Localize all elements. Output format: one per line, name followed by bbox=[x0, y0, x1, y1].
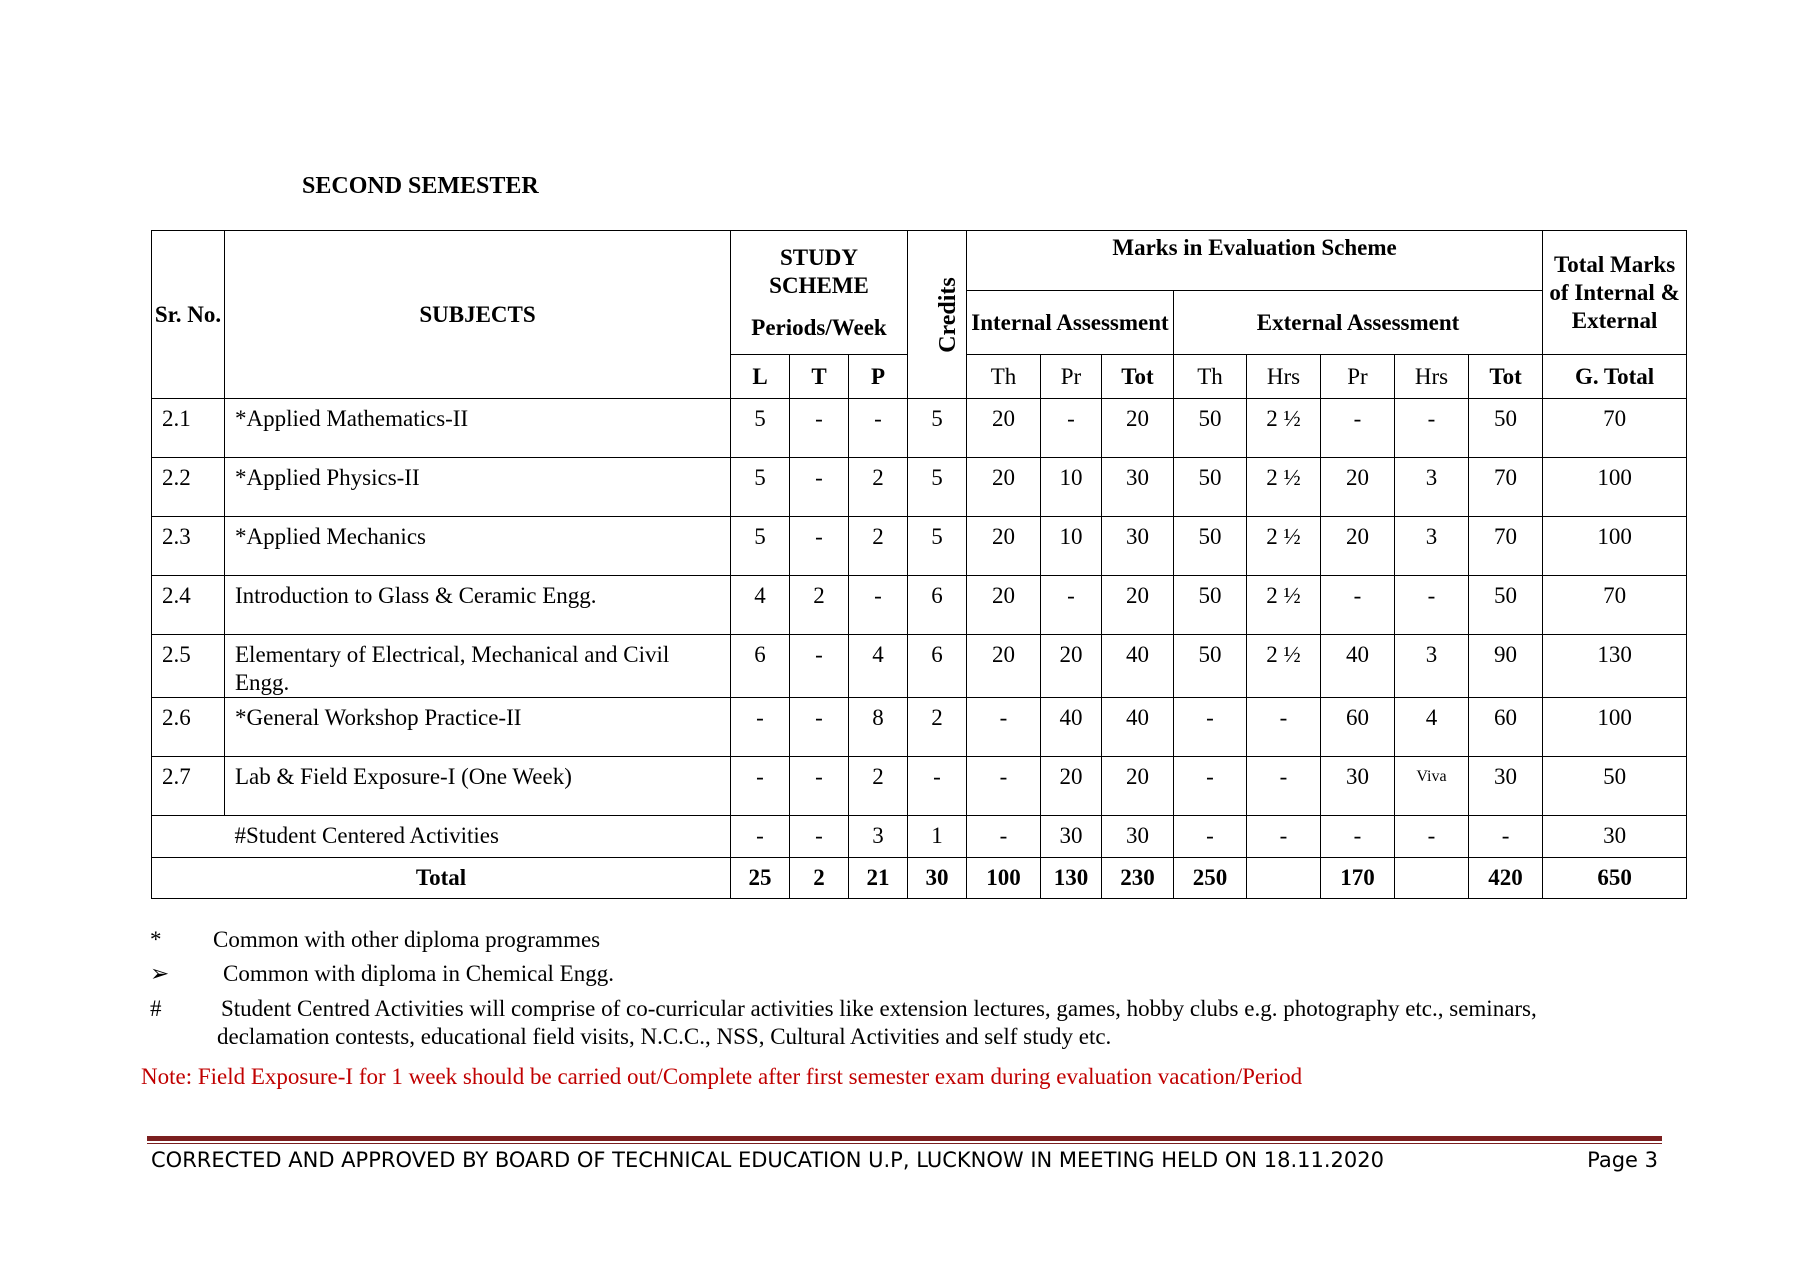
total-label: Total bbox=[152, 858, 731, 899]
footnote-text: Student Centred Activities will comprise of co-curricular activities like extension lectures, games, hobby clubs e.g. photography etc., seminars, bbox=[221, 996, 1537, 1021]
row-subject: *Applied Mathematics-II bbox=[225, 399, 731, 458]
cell-int-tot: 30 bbox=[1102, 517, 1174, 576]
cell-ext-th-hrs: - bbox=[1247, 816, 1321, 858]
cell-g-total: 100 bbox=[1543, 698, 1687, 757]
total-int-tot: 230 bbox=[1102, 858, 1174, 899]
cell-l: 6 bbox=[731, 635, 790, 698]
row-subject: Elementary of Electrical, Mechanical and Civil Engg. bbox=[225, 635, 731, 698]
total-t: 2 bbox=[790, 858, 849, 899]
subheader-internal-th: Th bbox=[967, 355, 1041, 399]
header-credits bbox=[908, 231, 967, 399]
cell-int-th: - bbox=[967, 698, 1041, 757]
subheader-p: P bbox=[849, 355, 908, 399]
cell-p: - bbox=[849, 399, 908, 458]
table-row bbox=[152, 635, 1687, 698]
cell-l: 5 bbox=[731, 399, 790, 458]
subheader-t: T bbox=[790, 355, 849, 399]
row-subject: *Applied Physics-II bbox=[225, 458, 731, 517]
cell-credits: 1 bbox=[908, 816, 967, 858]
cell-g-total: 100 bbox=[1543, 458, 1687, 517]
cell-int-th: 20 bbox=[967, 517, 1041, 576]
total-row bbox=[152, 858, 1687, 899]
cell-l: 5 bbox=[731, 517, 790, 576]
hash-marker: # bbox=[150, 996, 162, 1021]
cell-ext-pr-hrs: 3 bbox=[1395, 517, 1469, 576]
cell-t: - bbox=[790, 698, 849, 757]
total-ext-tot: 420 bbox=[1469, 858, 1543, 899]
cell-int-pr: 30 bbox=[1041, 816, 1102, 858]
cell-credits: 5 bbox=[908, 399, 967, 458]
cell-int-pr: 40 bbox=[1041, 698, 1102, 757]
row-sr: 2.5 bbox=[152, 635, 225, 698]
table-row bbox=[152, 517, 1687, 576]
subheader-internal-pr: Pr bbox=[1041, 355, 1102, 399]
cell-ext-th: - bbox=[1174, 757, 1247, 816]
cell-int-pr: 20 bbox=[1041, 757, 1102, 816]
row-sr bbox=[152, 816, 225, 858]
cell-t: - bbox=[790, 635, 849, 698]
total-credits: 30 bbox=[908, 858, 967, 899]
row-sr: 2.7 bbox=[152, 757, 225, 816]
subheader-internal-tot: Tot bbox=[1102, 355, 1174, 399]
subheader-l: L bbox=[731, 355, 790, 399]
cell-ext-tot: 70 bbox=[1469, 517, 1543, 576]
total-int-pr: 130 bbox=[1041, 858, 1102, 899]
cell-int-pr: 10 bbox=[1041, 458, 1102, 517]
cell-p: 4 bbox=[849, 635, 908, 698]
cell-p: 8 bbox=[849, 698, 908, 757]
subheader-external-th-hrs: Hrs bbox=[1247, 355, 1321, 399]
cell-int-th: 20 bbox=[967, 458, 1041, 517]
cell-credits: - bbox=[908, 757, 967, 816]
subheader-g-total: G. Total bbox=[1543, 355, 1687, 399]
cell-g-total: 100 bbox=[1543, 517, 1687, 576]
cell-ext-th-hrs: 2 ½ bbox=[1247, 458, 1321, 517]
row-sr: 2.2 bbox=[152, 458, 225, 517]
cell-g-total: 30 bbox=[1543, 816, 1687, 858]
cell-l: 4 bbox=[731, 576, 790, 635]
cell-int-tot: 20 bbox=[1102, 399, 1174, 458]
cell-l: - bbox=[731, 757, 790, 816]
cell-ext-th: 50 bbox=[1174, 399, 1247, 458]
cell-int-pr: 10 bbox=[1041, 517, 1102, 576]
table-row bbox=[152, 576, 1687, 635]
cell-ext-th-hrs: 2 ½ bbox=[1247, 576, 1321, 635]
header-external-assessment: External Assessment bbox=[1174, 291, 1543, 355]
cell-int-pr: 20 bbox=[1041, 635, 1102, 698]
cell-ext-tot: 30 bbox=[1469, 757, 1543, 816]
cell-ext-pr: 20 bbox=[1321, 458, 1395, 517]
field-exposure-note: Note: Field Exposure-I for 1 week should be carried out/Complete after first semester exam during evaluation vacation/Period bbox=[141, 1064, 1303, 1089]
total-l: 25 bbox=[731, 858, 790, 899]
cell-int-tot: 40 bbox=[1102, 698, 1174, 757]
cell-t: - bbox=[790, 757, 849, 816]
subheader-external-pr: Pr bbox=[1321, 355, 1395, 399]
cell-l: - bbox=[731, 816, 790, 858]
cell-p: - bbox=[849, 576, 908, 635]
cell-int-th: 20 bbox=[967, 635, 1041, 698]
cell-ext-th: - bbox=[1174, 816, 1247, 858]
cell-ext-th-hrs: - bbox=[1247, 757, 1321, 816]
cell-p: 2 bbox=[849, 458, 908, 517]
cell-int-tot: 30 bbox=[1102, 816, 1174, 858]
cell-ext-pr-hrs: 3 bbox=[1395, 458, 1469, 517]
row-subject: *Applied Mechanics bbox=[225, 517, 731, 576]
header-study-scheme bbox=[731, 231, 908, 355]
header-study-scheme-label: STUDY SCHEME bbox=[769, 244, 869, 298]
total-ext-pr: 170 bbox=[1321, 858, 1395, 899]
cell-int-th: 20 bbox=[967, 576, 1041, 635]
row-sr: 2.1 bbox=[152, 399, 225, 458]
cell-ext-pr: 40 bbox=[1321, 635, 1395, 698]
cell-ext-pr: 30 bbox=[1321, 757, 1395, 816]
subheader-external-th: Th bbox=[1174, 355, 1247, 399]
cell-ext-pr: - bbox=[1321, 816, 1395, 858]
cell-int-tot: 20 bbox=[1102, 757, 1174, 816]
total-p: 21 bbox=[849, 858, 908, 899]
total-int-th: 100 bbox=[967, 858, 1041, 899]
cell-ext-th: 50 bbox=[1174, 635, 1247, 698]
row-sr: 2.6 bbox=[152, 698, 225, 757]
cell-ext-pr: - bbox=[1321, 399, 1395, 458]
cell-ext-tot: 60 bbox=[1469, 698, 1543, 757]
footer-divider bbox=[147, 1136, 1662, 1141]
cell-ext-th-hrs: 2 ½ bbox=[1247, 635, 1321, 698]
header-periods-week: Periods/Week bbox=[751, 314, 887, 340]
cell-ext-pr-hrs: - bbox=[1395, 399, 1469, 458]
cell-ext-th-hrs: - bbox=[1247, 698, 1321, 757]
footer-divider-thin bbox=[147, 1143, 1662, 1144]
cell-t: - bbox=[790, 399, 849, 458]
cell-g-total: 50 bbox=[1543, 757, 1687, 816]
cell-int-th: - bbox=[967, 757, 1041, 816]
cell-int-tot: 40 bbox=[1102, 635, 1174, 698]
cell-ext-pr-hrs: 4 bbox=[1395, 698, 1469, 757]
asterisk-marker: * bbox=[150, 927, 162, 952]
page-number: Page 3 bbox=[1587, 1148, 1658, 1172]
cell-t: 2 bbox=[790, 576, 849, 635]
header-internal-assessment: Internal Assessment bbox=[967, 291, 1174, 355]
header-marks-evaluation: Marks in Evaluation Scheme bbox=[967, 231, 1543, 291]
cell-credits: 6 bbox=[908, 576, 967, 635]
subheader-external-tot: Tot bbox=[1469, 355, 1543, 399]
cell-l: 5 bbox=[731, 458, 790, 517]
table-row bbox=[152, 757, 1687, 816]
cell-ext-tot: - bbox=[1469, 816, 1543, 858]
arrow-bullet-icon: ➢ bbox=[150, 961, 170, 986]
cell-int-tot: 20 bbox=[1102, 576, 1174, 635]
cell-g-total: 70 bbox=[1543, 399, 1687, 458]
footnote-text: Common with diploma in Chemical Engg. bbox=[223, 961, 614, 986]
cell-p: 2 bbox=[849, 517, 908, 576]
cell-ext-th: - bbox=[1174, 698, 1247, 757]
total-ext-pr-hrs bbox=[1395, 858, 1469, 899]
cell-ext-tot: 70 bbox=[1469, 458, 1543, 517]
header-total-marks: Total Marks of Internal & External bbox=[1543, 231, 1687, 355]
cell-ext-pr-hrs: Viva bbox=[1395, 757, 1469, 816]
cell-int-tot: 30 bbox=[1102, 458, 1174, 517]
total-ext-th: 250 bbox=[1174, 858, 1247, 899]
cell-p: 3 bbox=[849, 816, 908, 858]
footnote-text: Common with other diploma programmes bbox=[213, 927, 601, 952]
cell-t: - bbox=[790, 458, 849, 517]
row-sr: 2.4 bbox=[152, 576, 225, 635]
row-subject: *General Workshop Practice-II bbox=[225, 698, 731, 757]
cell-ext-pr: 20 bbox=[1321, 517, 1395, 576]
cell-credits: 6 bbox=[908, 635, 967, 698]
header-subjects: SUBJECTS bbox=[225, 231, 731, 399]
cell-int-th: 20 bbox=[967, 399, 1041, 458]
evaluation-scheme-table bbox=[151, 230, 1687, 899]
cell-ext-th: 50 bbox=[1174, 517, 1247, 576]
table-row bbox=[152, 816, 1687, 858]
row-subject: #Student Centered Activities bbox=[225, 816, 731, 858]
cell-ext-pr-hrs: 3 bbox=[1395, 635, 1469, 698]
subheader-external-pr-hrs: Hrs bbox=[1395, 355, 1469, 399]
cell-t: - bbox=[790, 517, 849, 576]
cell-g-total: 130 bbox=[1543, 635, 1687, 698]
cell-ext-pr-hrs: - bbox=[1395, 576, 1469, 635]
cell-t: - bbox=[790, 816, 849, 858]
cell-g-total: 70 bbox=[1543, 576, 1687, 635]
header-sr-no: Sr. No. bbox=[152, 231, 225, 399]
cell-ext-pr: - bbox=[1321, 576, 1395, 635]
row-subject: Introduction to Glass & Ceramic Engg. bbox=[225, 576, 731, 635]
cell-int-th: - bbox=[967, 816, 1041, 858]
cell-credits: 2 bbox=[908, 698, 967, 757]
cell-int-pr: - bbox=[1041, 576, 1102, 635]
row-subject: Lab & Field Exposure-I (One Week) bbox=[225, 757, 731, 816]
cell-ext-tot: 50 bbox=[1469, 399, 1543, 458]
cell-ext-th-hrs: 2 ½ bbox=[1247, 517, 1321, 576]
row-sr: 2.3 bbox=[152, 517, 225, 576]
table-row bbox=[152, 698, 1687, 757]
total-g-total: 650 bbox=[1543, 858, 1687, 899]
cell-ext-pr-hrs: - bbox=[1395, 816, 1469, 858]
footnote-text-continued: declamation contests, educational field visits, N.C.C., NSS, Cultural Activities and self study etc. bbox=[217, 1024, 1112, 1049]
cell-ext-th: 50 bbox=[1174, 576, 1247, 635]
cell-ext-th-hrs: 2 ½ bbox=[1247, 399, 1321, 458]
semester-heading: SECOND SEMESTER bbox=[302, 173, 539, 199]
cell-ext-tot: 90 bbox=[1469, 635, 1543, 698]
total-ext-th-hrs bbox=[1247, 858, 1321, 899]
cell-int-pr: - bbox=[1041, 399, 1102, 458]
table-row bbox=[152, 399, 1687, 458]
footer-approval-text: CORRECTED AND APPROVED BY BOARD OF TECHNICAL EDUCATION U.P, LUCKNOW IN MEETING HELD ON 18.11.2020 bbox=[151, 1148, 1385, 1172]
table-row bbox=[152, 458, 1687, 517]
cell-p: 2 bbox=[849, 757, 908, 816]
cell-ext-tot: 50 bbox=[1469, 576, 1543, 635]
cell-credits: 5 bbox=[908, 517, 967, 576]
header-credits-label: Credits bbox=[934, 276, 961, 353]
cell-ext-pr: 60 bbox=[1321, 698, 1395, 757]
cell-l: - bbox=[731, 698, 790, 757]
cell-ext-th: 50 bbox=[1174, 458, 1247, 517]
cell-credits: 5 bbox=[908, 458, 967, 517]
